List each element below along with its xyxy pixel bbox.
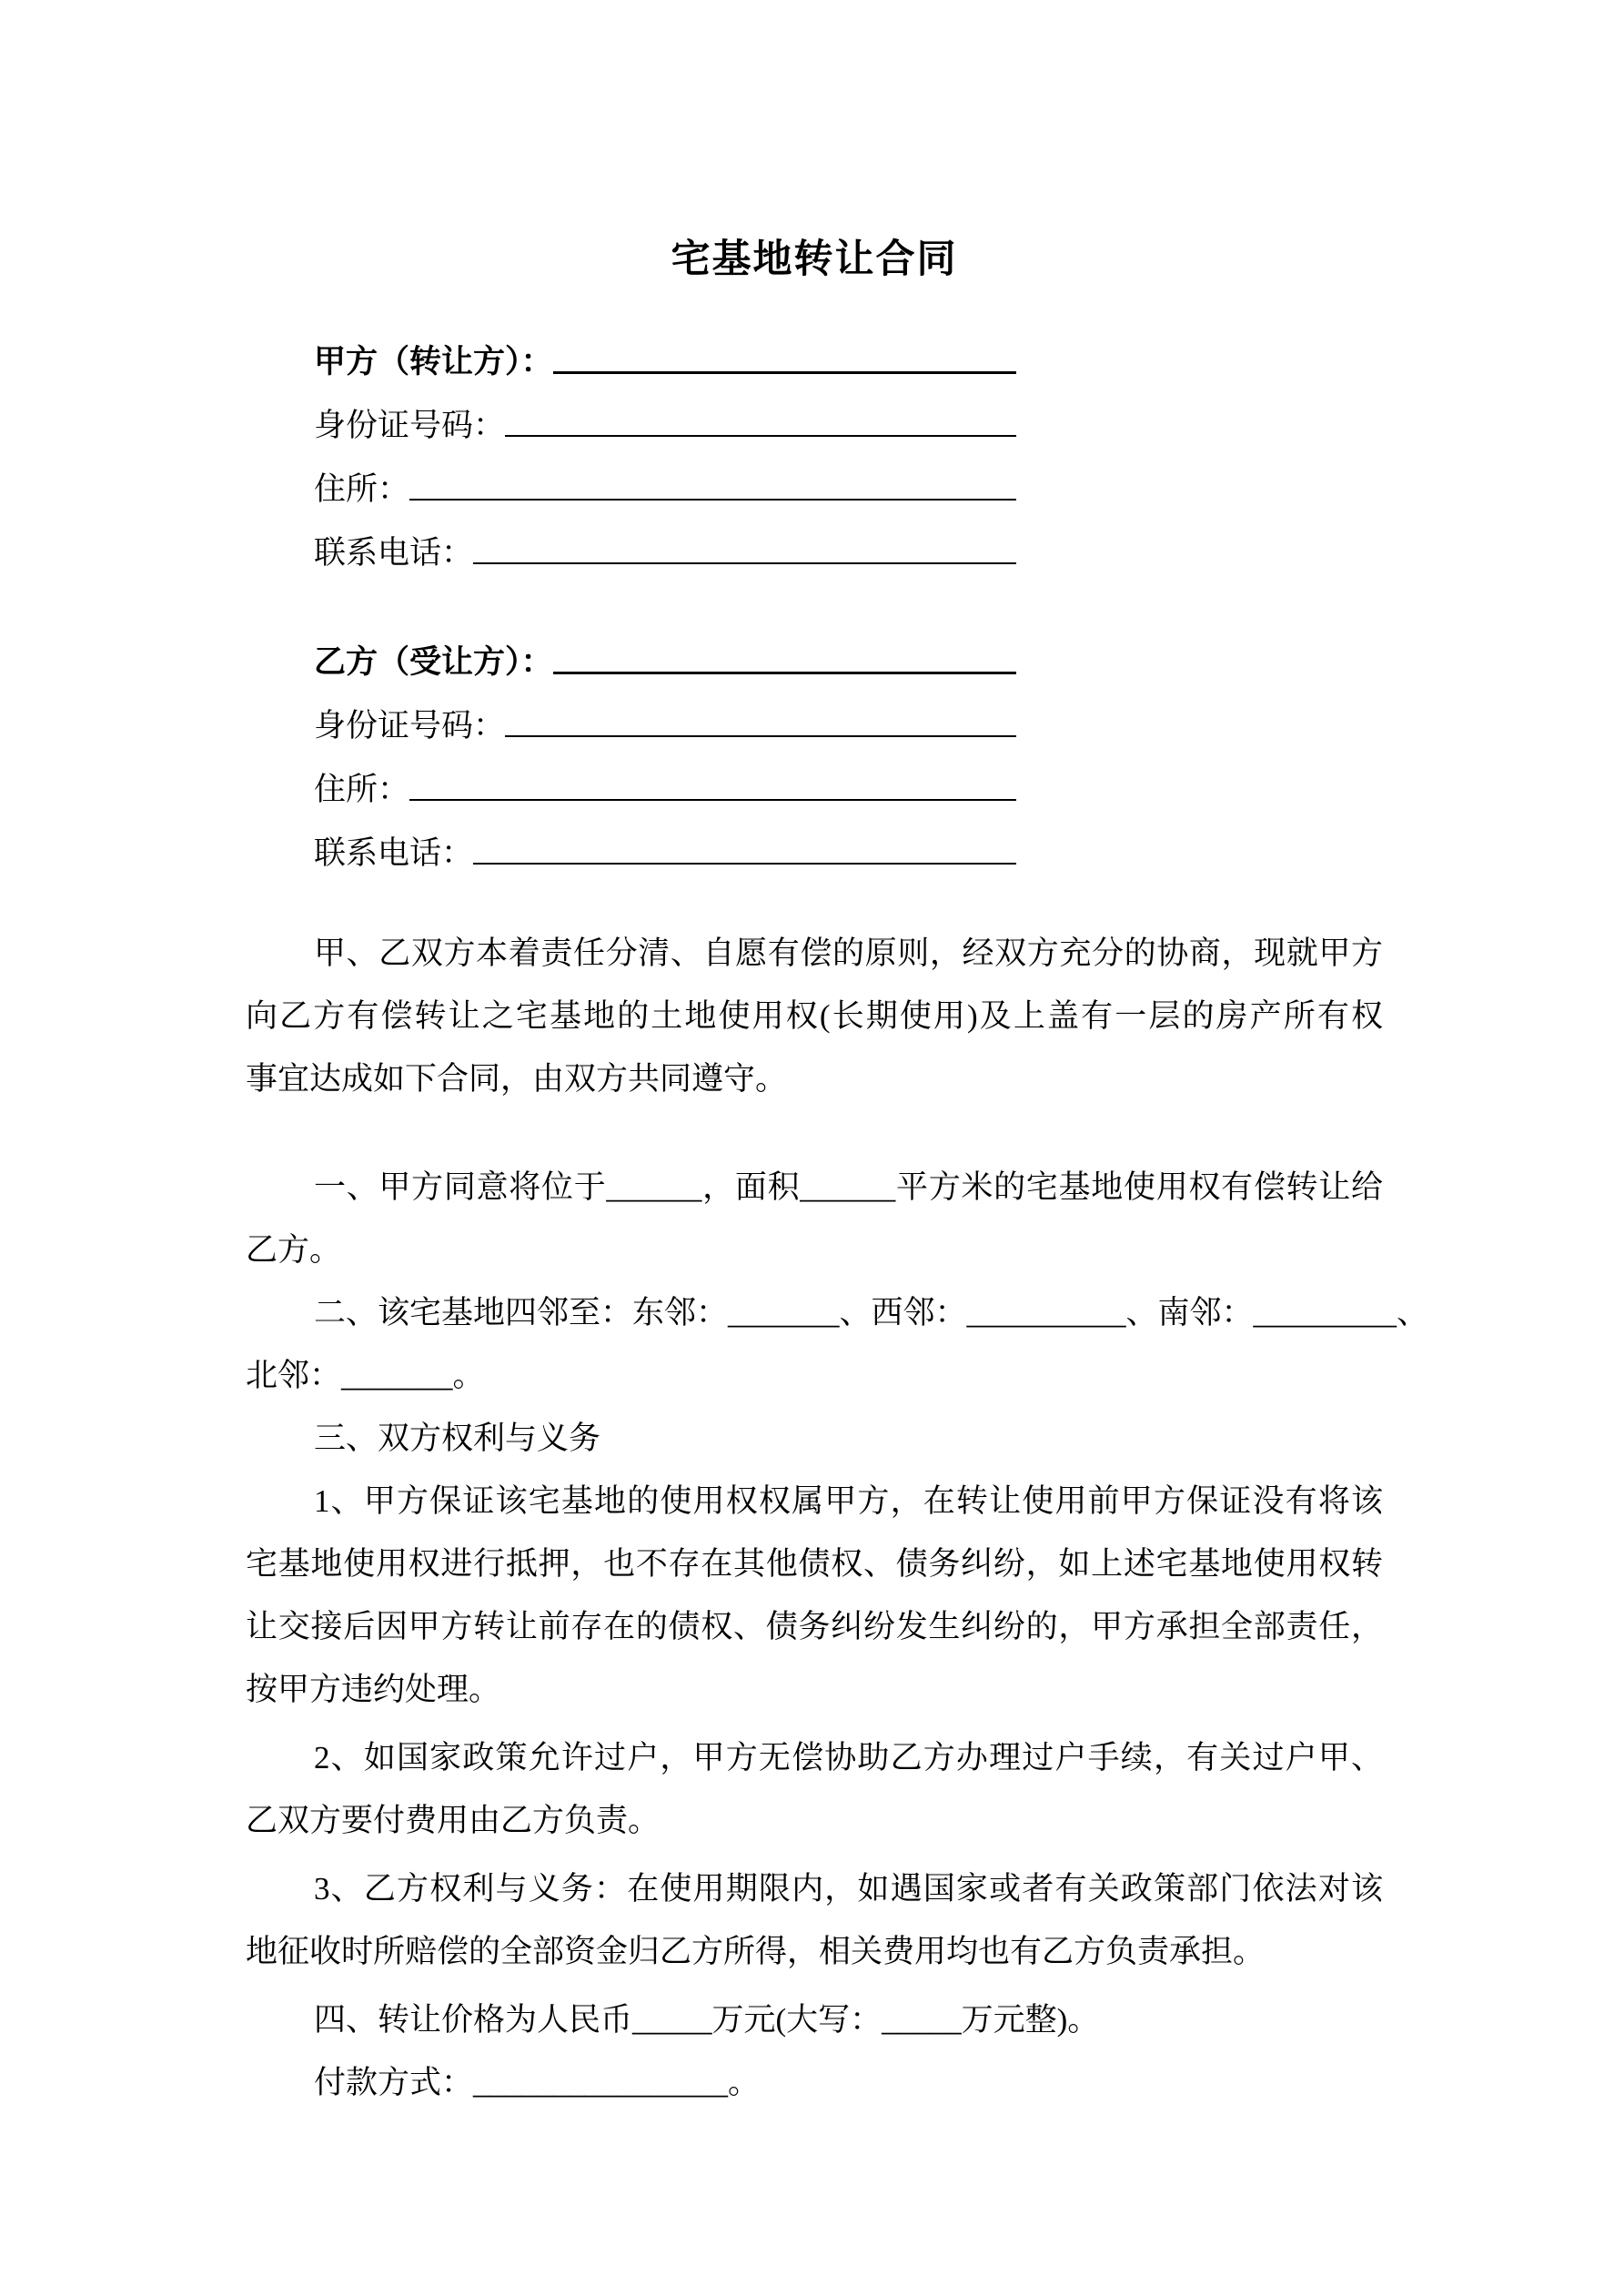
party-b-phone-label: 联系电话： — [314, 835, 474, 871]
party-b-block — [314, 637, 1016, 892]
party-a-address-blank-line — [409, 464, 1016, 501]
party-b-address-label: 住所： — [314, 772, 410, 807]
party-b-address-blank-line — [409, 764, 1016, 801]
clause-3-item-1-line-3: 让交接后因甲方转让前存在的债权、债务纠纷发生纠纷的，甲方承担全部责任， — [246, 1609, 1383, 1644]
party-a-id-blank-line — [505, 400, 1016, 437]
party-a-name-blank-line — [553, 337, 1016, 374]
clause-3-item-2-line-2: 乙双方要付费用由乙方负责。 — [246, 1803, 661, 1838]
clause-1-line-2: 乙方。 — [246, 1232, 342, 1268]
document-title: 宅基地转让合同 — [671, 237, 958, 282]
clause-3-item-2-line-1: 2、如国家政策允许过户，甲方无偿协助乙方办理过户手续，有关过户甲、 — [314, 1740, 1383, 1775]
party-a-id-label: 身份证号码： — [314, 408, 506, 443]
party-a-phone-label: 联系电话： — [314, 535, 474, 571]
intro-line-2: 向乙方有偿转让之宅基地的土地使用权(长期使用)及上盖有一层的房产所有权 — [246, 998, 1383, 1034]
clause-3-heading: 三、双方权利与义务 — [314, 1421, 601, 1456]
clause-2-line-1: 二、该宅基地四邻至：东邻：_______、西邻：__________、南邻：_________、 — [314, 1295, 1429, 1330]
party-b-phone-blank-line — [473, 828, 1016, 865]
party-a-id-row — [314, 400, 1016, 464]
party-a-address-row — [314, 464, 1016, 528]
clause-3-item-1-line-1: 1、甲方保证该宅基地的使用权权属甲方，在转让使用前甲方保证没有将该 — [314, 1483, 1383, 1519]
party-a-name-row — [314, 337, 1016, 400]
party-b-name-blank-line — [553, 637, 1016, 674]
party-b-label: 乙方（受让方）： — [314, 644, 553, 681]
party-a-address-label: 住所： — [314, 471, 410, 507]
payment-method-line: 付款方式：________________。 — [314, 2065, 761, 2100]
party-b-phone-row — [314, 828, 1016, 892]
party-a-label: 甲方（转让方）： — [314, 344, 553, 380]
party-a-phone-blank-line — [473, 528, 1016, 564]
party-b-id-label: 身份证号码： — [314, 708, 506, 743]
contract-body — [246, 922, 1429, 2114]
party-b-name-row — [314, 637, 1016, 701]
clause-3-item-1-line-2: 宅基地使用权进行抵押，也不存在其他债权、债务纠纷，如上述宅基地使用权转 — [246, 1546, 1383, 1582]
clause-4-line: 四、转让价格为人民币_____万元(大写：_____万元整)。 — [314, 2002, 1100, 2038]
party-a-phone-row — [314, 528, 1016, 592]
party-b-id-blank-line — [505, 701, 1016, 737]
party-a-block — [314, 337, 1016, 592]
clause-3-item-3-line-2: 地征收时所赔偿的全部资金归乙方所得，相关费用均也有乙方负责承担。 — [246, 1934, 1266, 1969]
clause-1-line-1: 一、甲方同意将位于______，面积______平方米的宅基地使用权有偿转让给 — [314, 1169, 1383, 1205]
clause-3-item-1-line-4: 按甲方违约处理。 — [246, 1672, 501, 1707]
party-b-id-row — [314, 701, 1016, 764]
clause-2-line-2: 北邻：_______。 — [246, 1358, 485, 1393]
intro-line-3: 事宜达成如下合同，由双方共同遵守。 — [246, 1061, 788, 1097]
intro-line-1: 甲、乙双方本着责任分清、自愿有偿的原则，经双方充分的协商，现就甲方 — [314, 936, 1383, 971]
clause-3-item-3-line-1: 3、乙方权利与义务：在使用期限内，如遇国家或者有关政策部门依法对该 — [314, 1871, 1383, 1907]
party-b-address-row — [314, 764, 1016, 828]
